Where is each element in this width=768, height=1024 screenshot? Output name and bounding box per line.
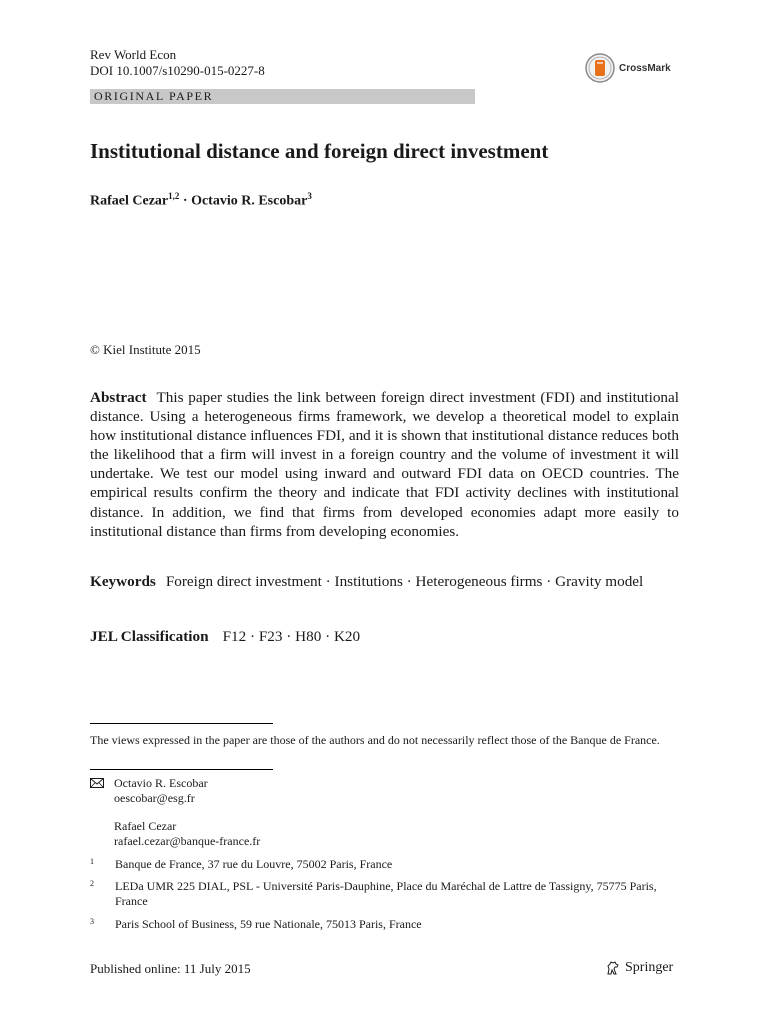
copyright-notice: © Kiel Institute 2015 [90,342,201,357]
corresponding-author-name: Octavio R. Escobar [114,776,208,790]
journal-header [90,47,265,79]
abstract-section [90,388,679,541]
author-line [90,186,312,212]
correspondence-block [90,776,260,849]
affiliation-2 [90,879,679,909]
crossmark-icon [585,53,615,83]
affiliation-number: 3 [90,917,94,926]
doi[interactable]: DOI 10.1007/s10290-015-0227-8 [90,63,265,78]
abstract-label: Abstract [90,389,147,406]
correspondence-divider [90,769,273,770]
jel-label: JEL Classification [90,628,209,645]
author-name[interactable]: Octavio R. Escobar [191,193,308,209]
author-affiliation-marker: 3 [307,191,312,201]
affiliation-number: 1 [90,857,94,866]
publisher-name: Springer [625,960,674,975]
article-type-banner: ORIGINAL PAPER [90,89,475,104]
springer-horse-icon [605,960,621,976]
jel-codes: F12 · F23 · H80 · K20 [222,628,361,645]
affiliation-1 [90,857,679,872]
keywords-text: Foreign direct investment · Institutions · Heterogeneous firms · Gravity model [165,573,644,590]
affiliation-text: Banque de France, 37 rue du Louvre, 75002 Paris, France [115,857,393,871]
keywords-label: Keywords [90,573,156,590]
author-email[interactable]: rafael.cezar@banque-france.fr [114,834,261,848]
footnote-divider [90,723,273,724]
published-date: Published online: 11 July 2015 [90,961,251,976]
affiliation-number: 2 [90,879,94,888]
envelope-icon [90,778,104,788]
abstract-text: This paper studies the link between foreign direct investment (FDI) and institutional distance. Using a heterogeneous firms framework, we develop a theoretical model to explain how institutional distance influences FDI, and it is shown that institutional distance reduces both the likelihood that a firm will invest in a foreign country and the volume of investment it will undertake. We test our model using inward and outward FDI data on OECD countries. The empirical results confirm the theory and indicate that FDI activity declines with institutional distance. In addition, we find that firms from developed economies adapt more easily to institutional distance than firms from developing economies. [90,389,679,540]
disclaimer-footnote: The views expressed in the paper are those of the authors and do not necessarily reflect those of the Banque de France. [90,733,660,747]
journal-name: Rev World Econ [90,47,177,62]
author-affiliation-marker: 1,2 [168,191,180,201]
paper-title: Institutional distance and foreign direct investment [90,139,549,163]
affiliation-text: LEDa UMR 225 DIAL, PSL - Université Paris-Dauphine, Place du Maréchal de Lattre de Tassigny, 75775 Paris, France [115,879,657,908]
crossmark-label: CrossMark [619,62,671,74]
crossmark-badge[interactable] [585,50,695,86]
author-name: Rafael Cezar [114,819,177,833]
jel-section [90,627,360,646]
publisher-logo[interactable] [605,960,673,976]
affiliation-text: Paris School of Business, 59 rue Nationale, 75013 Paris, France [115,917,422,931]
corresponding-author-email[interactable]: oescobar@esg.fr [114,791,195,805]
affiliation-3 [90,917,679,932]
author-name[interactable]: Rafael Cezar [90,193,169,209]
author-separator: · [179,193,192,209]
keywords-section [90,572,679,591]
